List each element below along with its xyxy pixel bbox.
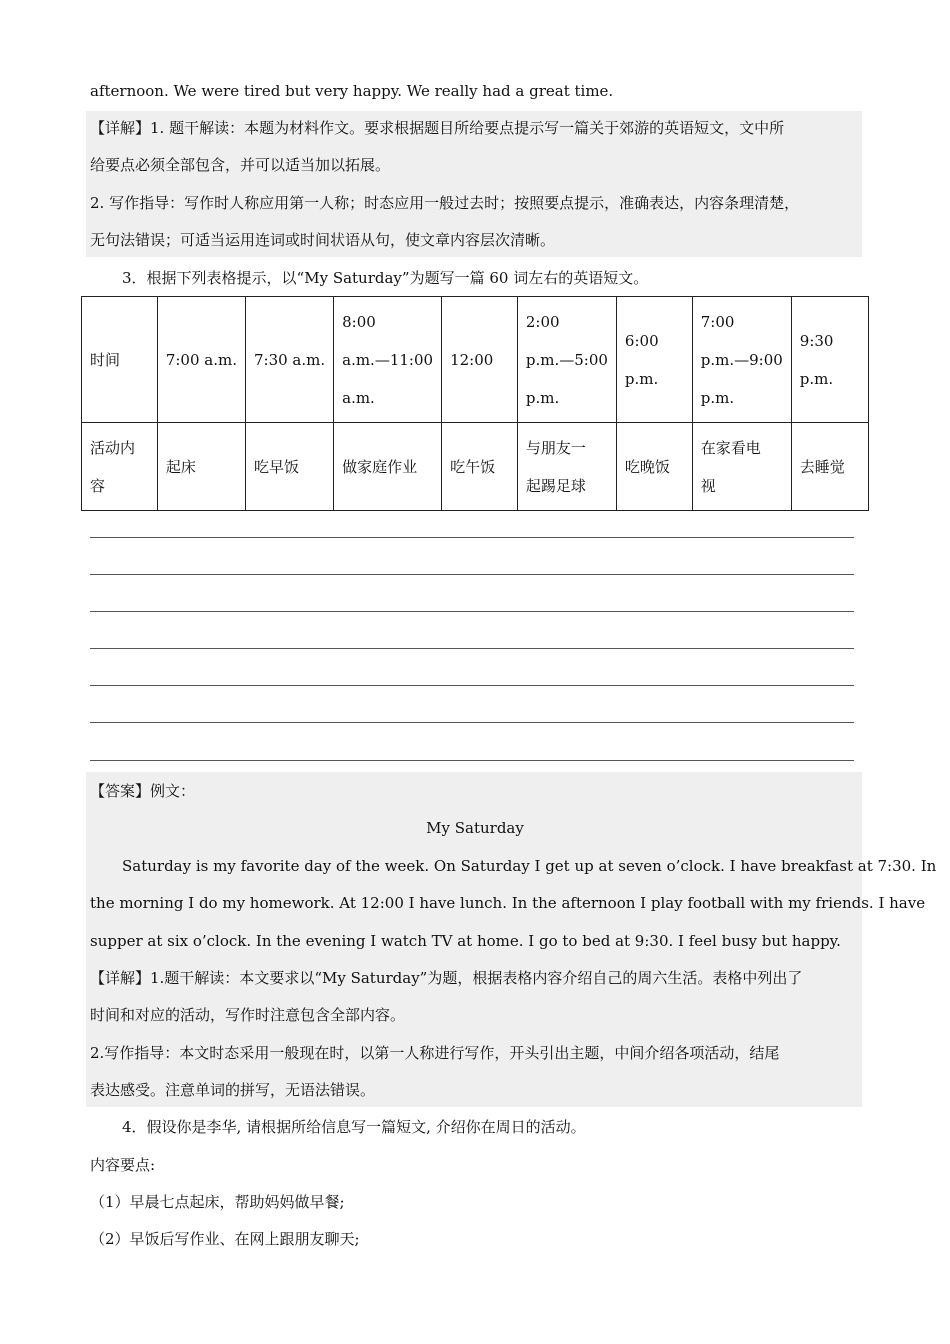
- answer-label: 【答案】例文：: [90, 782, 196, 800]
- time-cell: [157, 297, 245, 423]
- activity-cell: [692, 423, 791, 511]
- writing-line[interactable]: [90, 760, 854, 761]
- activity-cell: [791, 423, 868, 511]
- cell-text-line: 起床: [165, 457, 196, 476]
- cell-text-line: 2:00: [525, 312, 560, 331]
- writing-line[interactable]: [90, 574, 854, 575]
- detail2-line3: 2.写作指导：本文时态采用一般现在时，以第一人称进行写作，开头引出主题，中间介绍各项活动，结尾: [90, 1044, 780, 1062]
- activity-cell: [245, 423, 333, 511]
- cell-text-line: 在家看电: [700, 438, 761, 457]
- cell-text-line: 起踢足球: [525, 476, 586, 495]
- writing-line[interactable]: [90, 722, 854, 723]
- q3-prompt: 3．根据下列表格提示，以“My Saturday”为题写一篇 60 词左右的英语短文。: [122, 269, 649, 287]
- activity-header-cell: [82, 423, 158, 511]
- cell-text-line: 吃午饭: [450, 457, 496, 476]
- cell-text-line: 7:00 a.m.: [165, 350, 237, 369]
- q4-point1: （1）早晨七点起床，帮助妈妈做早餐;: [90, 1193, 345, 1211]
- time-cell: [334, 297, 442, 423]
- activity-cell: [442, 423, 518, 511]
- activity-cell: [157, 423, 245, 511]
- cell-text-line: 与朋友一: [525, 438, 586, 457]
- cell-text-line: 12:00: [450, 350, 494, 369]
- time-cell: [517, 297, 616, 423]
- writing-line[interactable]: [90, 611, 854, 612]
- activity-row: [82, 423, 869, 511]
- cell-text-line: 时间: [90, 350, 121, 369]
- time-cell: [245, 297, 333, 423]
- time-row: [82, 297, 869, 423]
- cell-text-line: p.m.: [525, 388, 560, 407]
- cell-text-line: a.m.—11:00: [342, 350, 434, 369]
- cell-text-line: 吃早饭: [253, 457, 299, 476]
- cell-text-line: 活动内: [90, 438, 136, 457]
- cell-text-line: 做家庭作业: [342, 457, 418, 476]
- time-header-cell: [82, 297, 158, 423]
- cell-text-line: 8:00: [342, 312, 376, 331]
- cell-text-line: 容: [90, 476, 106, 495]
- detail2-line4: 表达感受。注意单词的拼写，无语法错误。: [90, 1081, 376, 1099]
- time-cell: [442, 297, 518, 423]
- q4-point2: （2）早饭后写作业、在网上跟朋友聊天;: [90, 1230, 360, 1248]
- time-cell: [692, 297, 791, 423]
- time-cell: [791, 297, 868, 423]
- cell-text-line: 7:30 a.m.: [253, 350, 326, 369]
- cell-text-line: p.m.—5:00: [525, 350, 608, 369]
- cell-text-line: 视: [700, 476, 716, 495]
- cell-text-line: 7:00: [700, 312, 735, 331]
- detail1-line2: 给要点必须全部包含，并可以适当加以拓展。: [90, 156, 391, 174]
- detail2-line2: 时间和对应的活动，写作时注意包含全部内容。: [90, 1006, 406, 1024]
- detail2-line1: 【详解】1.题干解读：本文要求以“My Saturday”为题，根据表格内容介绍自己的周六生活。表格中列出了: [90, 969, 803, 987]
- cell-text-line: 去睡觉: [799, 457, 845, 476]
- cell-text-line: p.m.—9:00: [700, 350, 783, 369]
- detail1-line1: 【详解】1. 题干解读：本题为材料作文。要求根据题目所给要点提示写一篇关于郊游的英语短文，文中所: [90, 119, 785, 137]
- activity-cell: [334, 423, 442, 511]
- cell-text-line: p.m.: [799, 369, 834, 388]
- q4-points-label: 内容要点:: [90, 1156, 156, 1174]
- writing-line[interactable]: [90, 648, 854, 649]
- essay-line3: supper at six o’clock. In the evening I watch TV at home. I go to bed at 9:30. I feel busy but happy.: [90, 932, 841, 950]
- cell-text-line: p.m.: [700, 388, 735, 407]
- essay-title: My Saturday: [426, 819, 524, 837]
- essay-line2: the morning I do my homework. At 12:00 I have lunch. In the afternoon I play football with my friends. I have: [90, 894, 926, 912]
- writing-line[interactable]: [90, 685, 854, 686]
- cell-text-line: 吃晚饭: [624, 457, 670, 476]
- detail1-line3: 2. 写作指导：写作时人称应用第一人称；时态应用一般过去时；按照要点提示，准确表达，内容条理清楚，: [90, 194, 800, 212]
- detail1-line4: 无句法错误；可适当运用连词或时间状语从句，使文章内容层次清晰。: [90, 231, 556, 249]
- activity-cell: [517, 423, 616, 511]
- schedule-table: [81, 296, 869, 511]
- time-cell: [616, 297, 692, 423]
- activity-cell: [616, 423, 692, 511]
- intro-tail: afternoon. We were tired but very happy. We really had a great time.: [90, 82, 614, 100]
- writing-line[interactable]: [90, 537, 854, 538]
- essay-line1: Saturday is my favorite day of the week. On Saturday I get up at seven o’clock. I have breakfast at 7:30. In: [122, 857, 937, 875]
- cell-text-line: a.m.: [342, 388, 375, 407]
- cell-text-line: p.m.: [624, 369, 659, 388]
- q4-prompt: 4．假设你是李华, 请根据所给信息写一篇短文, 介绍你在周日的活动。: [122, 1118, 586, 1136]
- cell-text-line: 6:00: [624, 331, 659, 350]
- cell-text-line: 9:30: [799, 331, 834, 350]
